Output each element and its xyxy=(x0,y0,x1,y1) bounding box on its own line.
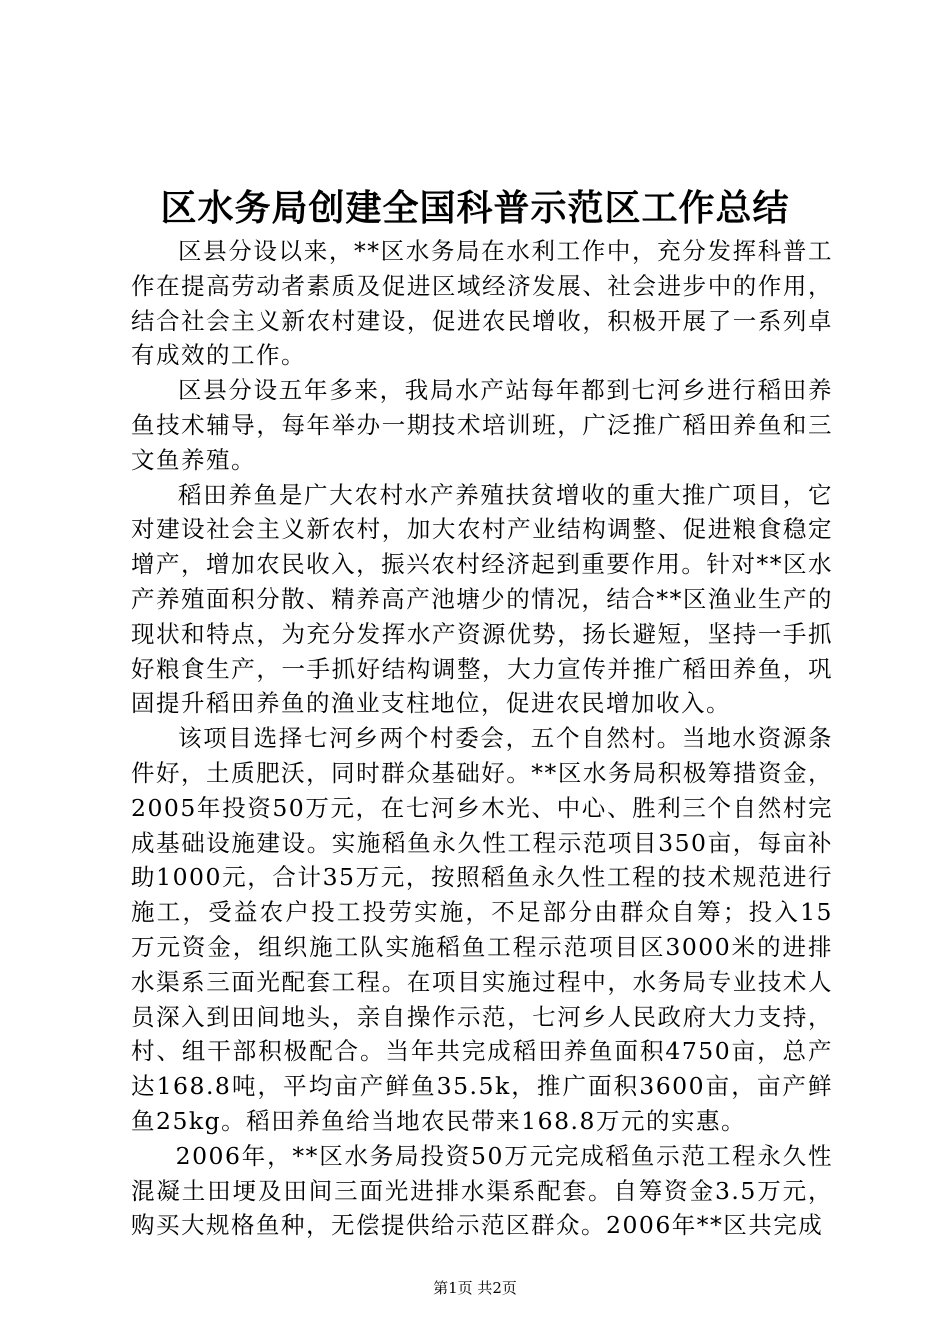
paragraph-1: 区县分设以来，**区水务局在水利工作中，充分发挥科普工作在提高劳动者素质及促进区域经济发展、社会进步中的作用，结合社会主义新农村建设，促进农民增收，积极开展了一系列卓有成效的工作。 xyxy=(131,237,833,370)
document-title: 区水务局创建全国科普示范区工作总结 xyxy=(160,187,790,229)
paragraph-5: 2006年，**区水务局投资50万元完成稻鱼示范工程永久性混凝土田埂及田间三面光进排水渠系配套。自筹资金3.5万元，购买大规格鱼种，无偿提供给示范区群众。2006年**区共完成 xyxy=(131,1141,833,1240)
paragraph-3: 稻田养鱼是广大农村水产养殖扶贫增收的重大推广项目，它对建设社会主义新农村，加大农村产业结构调整、促进粮食稳定增产，增加农民收入，振兴农村经济起到重要作用。针对**区水产养殖面积分散、精养高产池塘少的情况，结合**区渔业生产的现状和特点，为充分发挥水产资源优势，扬长避短，坚持一手抓好粮食生产，一手抓好结构调整，大力宣传并推广稻田养鱼，巩固提升稻田养鱼的渔业支柱地位，促进农民增加收入。 xyxy=(131,480,833,718)
paragraph-4: 该项目选择七河乡两个村委会，五个自然村。当地水资源条件好，土质肥沃，同时群众基础好。**区水务局积极筹措资金，2005年投资50万元，在七河乡木光、中心、胜利三个自然村完成基础设施建设。实施稻鱼永久性工程示范项目350亩，每亩补助1000元，合计35万元，按照稻鱼永久性工程的技术规范进行施工，受益农户投工投劳实施，不足部分由群众自筹；投入15万元资金，组织施工队实施稻鱼工程示范项目区3000米的进排水渠系三面光配套工程。在项目实施过程中，水务局专业技术人员深入到田间地头，亲自操作示范，七河乡人民政府大力支持，村、组干部积极配合。当年共完成稻田养鱼面积4750亩，总产达168.8吨，平均亩产鲜鱼35.5k，推广面积3600亩，亩产鲜鱼25kg。稻田养鱼给当地农民带来168.8万元的实惠。 xyxy=(131,724,833,1135)
document-body xyxy=(131,234,833,1243)
paragraph-2: 区县分设五年多来，我局水产站每年都到七河乡进行稻田养鱼技术辅导，每年举办一期技术培训班，广泛推广稻田养鱼和三文鱼养殖。 xyxy=(131,376,833,474)
page-number-footer: 第1页 共2页 xyxy=(433,1279,517,1297)
